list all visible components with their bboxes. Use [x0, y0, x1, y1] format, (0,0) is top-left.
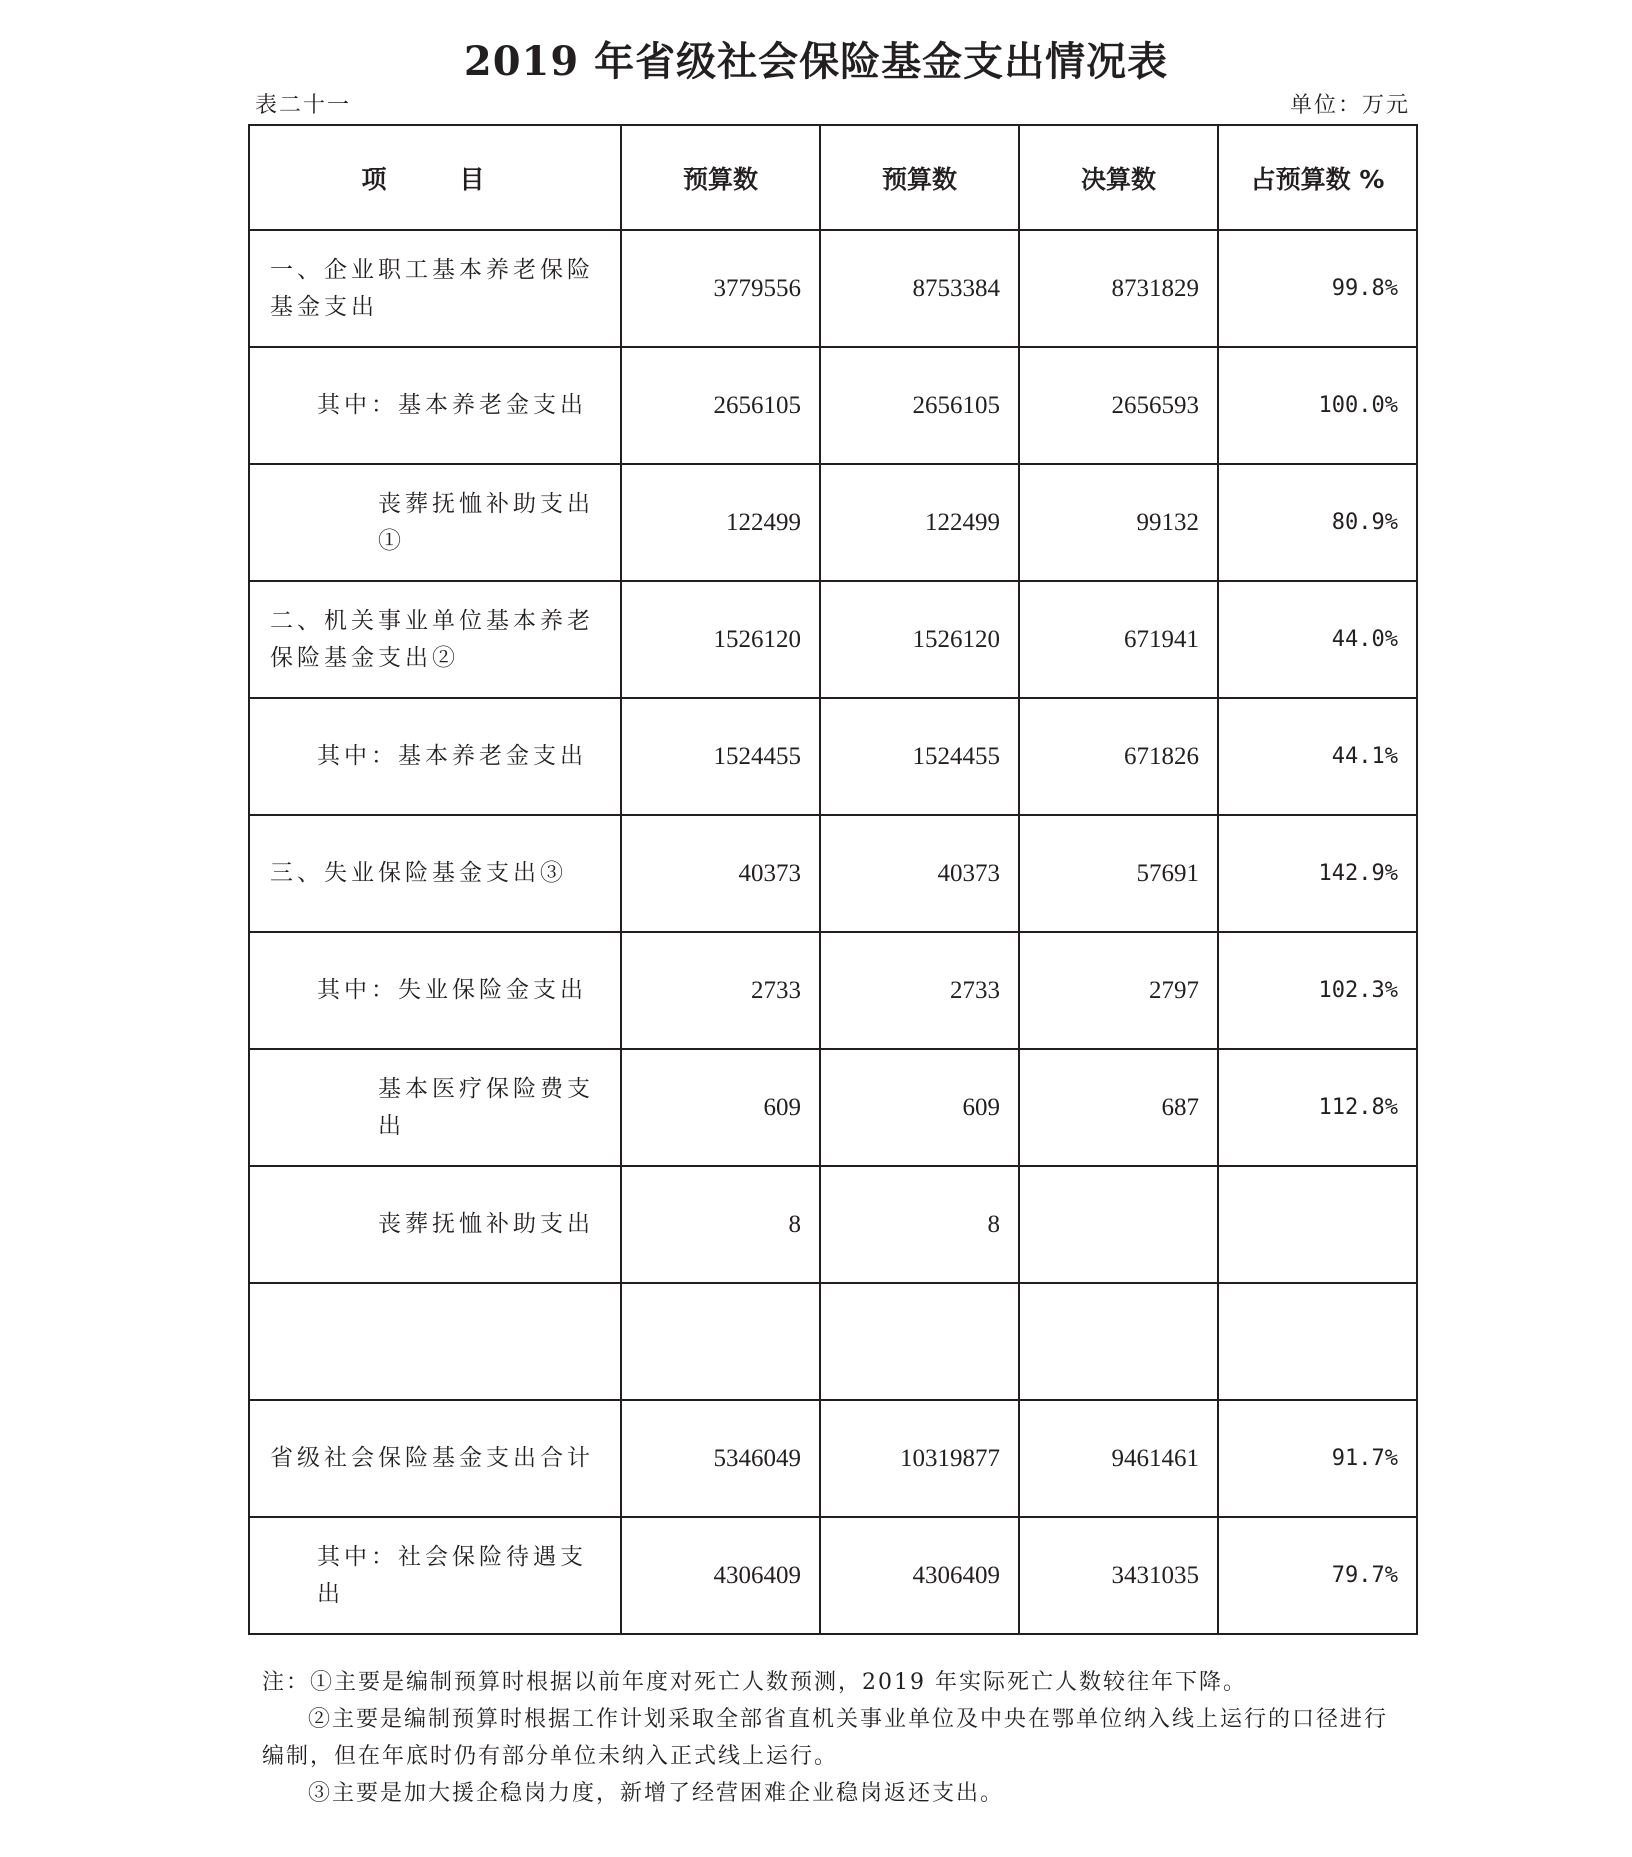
header-item: 项 目 — [249, 125, 621, 230]
row-percent: 79.7% — [1218, 1517, 1417, 1634]
row-percent: 99.8% — [1218, 230, 1417, 347]
row-budget-adjusted: 2733 — [820, 932, 1019, 1049]
table-number: 表二十一 — [255, 93, 352, 118]
row-percent: 44.0% — [1218, 581, 1417, 698]
row-budget-adjusted: 1524455 — [820, 698, 1019, 815]
table-row — [249, 1517, 1417, 1634]
row-final-accounts: 8731829 — [1019, 230, 1218, 347]
row-final-accounts: 671826 — [1019, 698, 1218, 815]
row-budget-adjusted: 1526120 — [820, 581, 1019, 698]
page-title: 2019 年省级社会保险基金支出情况表 — [463, 38, 1169, 85]
footnote-2-continued: 编制，但在年底时仍有部分单位未纳入正式线上运行。 — [262, 1744, 839, 1769]
row-budget-initial: 1526120 — [621, 581, 820, 698]
table-row-total — [249, 1400, 1417, 1517]
row-final-accounts: 687 — [1019, 1049, 1218, 1166]
table-row — [249, 464, 1417, 581]
table-row — [249, 815, 1417, 932]
row-budget-adjusted — [820, 1283, 1019, 1400]
table-row — [249, 581, 1417, 698]
row-percent: 142.9% — [1218, 815, 1417, 932]
row-item-label: 三、失业保险基金支出③ — [249, 815, 621, 932]
table-row — [249, 698, 1417, 815]
row-budget-adjusted: 10319877 — [820, 1400, 1019, 1517]
row-final-accounts: 57691 — [1019, 815, 1218, 932]
row-budget-initial: 40373 — [621, 815, 820, 932]
row-percent: 91.7% — [1218, 1400, 1417, 1517]
row-final-accounts: 3431035 — [1019, 1517, 1218, 1634]
row-final-accounts: 2656593 — [1019, 347, 1218, 464]
row-percent: 44.1% — [1218, 698, 1417, 815]
row-budget-adjusted: 4306409 — [820, 1517, 1019, 1634]
row-budget-initial: 1524455 — [621, 698, 820, 815]
row-budget-adjusted: 122499 — [820, 464, 1019, 581]
row-item-label: 其中：基本养老金支出 — [249, 347, 621, 464]
row-percent — [1218, 1283, 1417, 1400]
row-item-label: 其中：社会保险待遇支出 — [249, 1517, 621, 1634]
row-budget-initial: 2656105 — [621, 347, 820, 464]
row-item-label: 二、机关事业单位基本养老保险基金支出② — [249, 581, 621, 698]
row-budget-initial: 4306409 — [621, 1517, 820, 1634]
table-row-empty — [249, 1283, 1417, 1400]
table-header-row — [249, 125, 1417, 230]
row-budget-adjusted: 40373 — [820, 815, 1019, 932]
footnote-3: ③主要是加大援企稳岗力度，新增了经营困难企业稳岗返还支出。 — [308, 1781, 1005, 1806]
row-final-accounts: 9461461 — [1019, 1400, 1218, 1517]
row-final-accounts: 671941 — [1019, 581, 1218, 698]
row-budget-initial: 8 — [621, 1166, 820, 1283]
row-budget-initial: 3779556 — [621, 230, 820, 347]
row-budget-adjusted: 2656105 — [820, 347, 1019, 464]
table-row — [249, 932, 1417, 1049]
header-budget-initial: 预算数 — [621, 125, 820, 230]
row-item-label: 其中：基本养老金支出 — [249, 698, 621, 815]
row-item-label: 省级社会保险基金支出合计 — [249, 1400, 621, 1517]
row-item-label: 丧葬抚恤补助支出① — [249, 464, 621, 581]
row-percent: 80.9% — [1218, 464, 1417, 581]
row-budget-initial — [621, 1283, 820, 1400]
row-item-label: 其中：失业保险金支出 — [249, 932, 621, 1049]
header-percent-of-budget: 占预算数 % — [1218, 125, 1417, 230]
row-percent — [1218, 1166, 1417, 1283]
row-final-accounts — [1019, 1166, 1218, 1283]
footnote-1: 注：①主要是编制预算时根据以前年度对死亡人数预测，2019 年实际死亡人数较往年下降。 — [262, 1670, 1247, 1695]
header-budget-adjusted: 预算数 — [820, 125, 1019, 230]
footnotes — [262, 1664, 1416, 1812]
table-row — [249, 230, 1417, 347]
table-row — [249, 1049, 1417, 1166]
row-budget-initial: 5346049 — [621, 1400, 820, 1517]
row-budget-adjusted: 609 — [820, 1049, 1019, 1166]
row-item-label: 丧葬抚恤补助支出 — [249, 1166, 621, 1283]
expenditure-table — [248, 124, 1418, 1635]
unit-label: 单位：万元 — [1289, 93, 1410, 118]
row-final-accounts: 99132 — [1019, 464, 1218, 581]
row-item-label — [249, 1283, 621, 1400]
table-row — [249, 1166, 1417, 1283]
header-final-accounts: 决算数 — [1019, 125, 1218, 230]
row-budget-initial: 2733 — [621, 932, 820, 1049]
row-final-accounts — [1019, 1283, 1218, 1400]
footnote-2: ②主要是编制预算时根据工作计划采取全部省直机关事业单位及中央在鄂单位纳入线上运行的口径进行 — [308, 1707, 1389, 1732]
row-budget-adjusted: 8753384 — [820, 230, 1019, 347]
row-percent: 112.8% — [1218, 1049, 1417, 1166]
row-budget-initial: 609 — [621, 1049, 820, 1166]
row-percent: 102.3% — [1218, 932, 1417, 1049]
row-item-label: 基本医疗保险费支出 — [249, 1049, 621, 1166]
row-percent: 100.0% — [1218, 347, 1417, 464]
table-row — [249, 347, 1417, 464]
row-item-label: 一、企业职工基本养老保险基金支出 — [249, 230, 621, 347]
row-final-accounts: 2797 — [1019, 932, 1218, 1049]
row-budget-adjusted: 8 — [820, 1166, 1019, 1283]
row-budget-initial: 122499 — [621, 464, 820, 581]
